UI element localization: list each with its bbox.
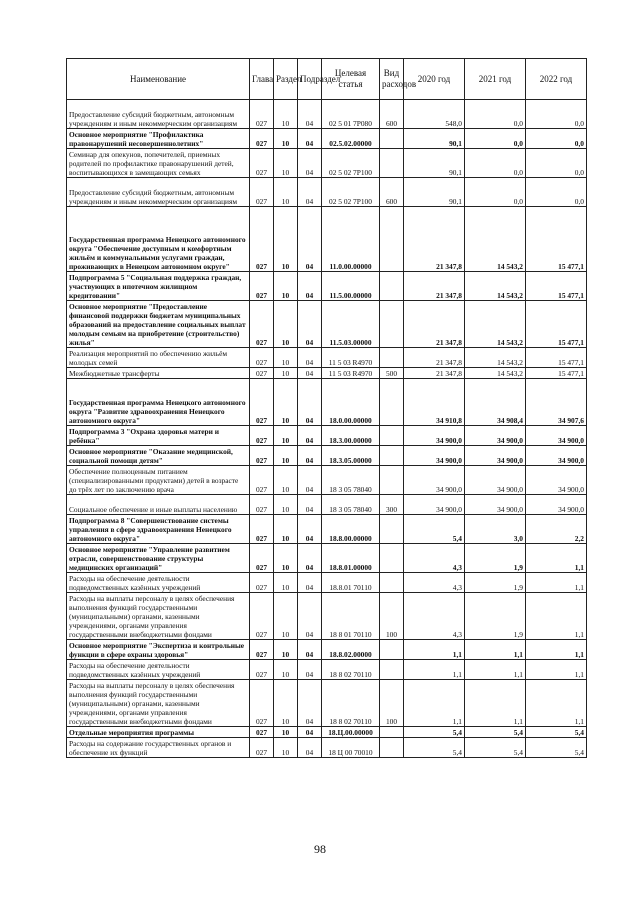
cell-name: Государственная программа Ненецкого автономного округа "Развитие здравоохранения Ненецкого автономного округа": [67, 379, 250, 426]
cell-razdel: 10: [274, 495, 298, 515]
cell-podrazdel: 04: [298, 426, 322, 446]
cell-y2022: 34 900,0: [526, 446, 587, 466]
cell-vid: [380, 515, 404, 544]
cell-name: Государственная программа Ненецкого автономного округа "Обеспечение доступным и комфортным жильём и коммунальными услугами граждан, проживающих в Ненецком автономном округе": [67, 207, 250, 272]
cell-name: Подпрограмма 5 "Социальная поддержка граждан, участвующих в ипотечном жилищном кредитовании": [67, 272, 250, 301]
cell-y2020: 5,4: [404, 515, 465, 544]
cell-glava: 027: [250, 515, 274, 544]
cell-y2021: 1,1: [465, 660, 526, 680]
cell-y2021: 5,4: [465, 738, 526, 758]
cell-y2021: 1,1: [465, 680, 526, 727]
cell-podrazdel: 04: [298, 573, 322, 593]
cell-vid: [380, 426, 404, 446]
table-body: [67, 100, 587, 758]
cell-y2020: 34 900,0: [404, 466, 465, 495]
cell-razdel: 10: [274, 727, 298, 738]
cell-razdel: 10: [274, 466, 298, 495]
cell-glava: 027: [250, 446, 274, 466]
table-row: [67, 680, 587, 727]
cell-podrazdel: 04: [298, 544, 322, 573]
cell-vid: 600: [380, 100, 404, 129]
cell-y2021: 1,9: [465, 544, 526, 573]
cell-glava: 027: [250, 495, 274, 515]
cell-name: Подпрограмма 8 "Совершенствование системы управления в сфере здравоохранения Ненецкого автономного округа": [67, 515, 250, 544]
table-row: [67, 593, 587, 640]
cell-y2020: 34 900,0: [404, 495, 465, 515]
cell-razdel: 10: [274, 178, 298, 207]
cell-name: Семинар для опекунов, попечителей, приемных родителей по профилактике правонарушений детей, воспитывающихся в замещающих семьях: [67, 149, 250, 178]
cell-vid: [380, 660, 404, 680]
table-row: [67, 515, 587, 544]
cell-razdel: 10: [274, 573, 298, 593]
cell-vid: [380, 466, 404, 495]
cell-podrazdel: 04: [298, 100, 322, 129]
cell-name: Социальное обеспечение и иные выплаты населению: [67, 495, 250, 515]
cell-vid: [380, 573, 404, 593]
table-header: [67, 59, 587, 100]
cell-vid: 100: [380, 593, 404, 640]
cell-name: Расходы на содержание государственных органов и обеспечение их функций: [67, 738, 250, 758]
cell-y2021: 0,0: [465, 129, 526, 149]
cell-name: Основное мероприятие "Оказание медицинской, социальной помощи детям": [67, 446, 250, 466]
budget-table: [66, 58, 587, 758]
cell-glava: 027: [250, 426, 274, 446]
cell-vid: [380, 348, 404, 368]
cell-razdel: 10: [274, 301, 298, 348]
cell-vid: [380, 640, 404, 660]
cell-name: Расходы на обеспечение деятельности подведомственных казённых учреждений: [67, 573, 250, 593]
cell-y2022: 15 477,1: [526, 207, 587, 272]
cell-statya: 18 Ц 00 70010: [322, 738, 380, 758]
table-row: [67, 573, 587, 593]
cell-vid: [380, 129, 404, 149]
cell-statya: 11.5.03.00000: [322, 301, 380, 348]
table-row: [67, 446, 587, 466]
cell-y2021: 1,9: [465, 573, 526, 593]
cell-y2020: 548,0: [404, 100, 465, 129]
cell-name: Предоставление субсидий бюджетным, автономным учреждениям и иным некоммерческим организациям: [67, 100, 250, 129]
cell-statya: 18.0.00.00000: [322, 379, 380, 426]
cell-statya: 18.3.05.00000: [322, 446, 380, 466]
cell-statya: 11 5 03 R4970: [322, 348, 380, 368]
cell-vid: [380, 379, 404, 426]
cell-y2021: 14 543,2: [465, 301, 526, 348]
cell-y2022: 15 477,1: [526, 301, 587, 348]
cell-y2022: 2,2: [526, 515, 587, 544]
cell-y2020: 21 347,8: [404, 368, 465, 379]
cell-y2020: 1,1: [404, 660, 465, 680]
cell-y2022: 0,0: [526, 178, 587, 207]
cell-name: Основное мероприятие "Профилактика правонарушений несовершеннолетних": [67, 129, 250, 149]
cell-razdel: 10: [274, 515, 298, 544]
cell-y2022: 15 477,1: [526, 368, 587, 379]
cell-glava: 027: [250, 178, 274, 207]
cell-y2020: 90,1: [404, 129, 465, 149]
cell-y2020: 4,3: [404, 544, 465, 573]
cell-y2021: 1,1: [465, 640, 526, 660]
cell-glava: 027: [250, 368, 274, 379]
cell-y2021: 14 543,2: [465, 348, 526, 368]
cell-y2022: 5,4: [526, 738, 587, 758]
table-row: [67, 272, 587, 301]
cell-podrazdel: 04: [298, 379, 322, 426]
cell-y2022: 34 900,0: [526, 495, 587, 515]
cell-statya: 18 8 01 70110: [322, 593, 380, 640]
cell-razdel: 10: [274, 426, 298, 446]
table-row: [67, 544, 587, 573]
cell-vid: [380, 207, 404, 272]
cell-y2022: 1,1: [526, 593, 587, 640]
cell-statya: 18 8 02 70110: [322, 660, 380, 680]
cell-y2020: 34 900,0: [404, 426, 465, 446]
cell-statya: 18.3.00.00000: [322, 426, 380, 446]
cell-y2022: 1,1: [526, 640, 587, 660]
cell-y2021: 0,0: [465, 178, 526, 207]
cell-podrazdel: 04: [298, 207, 322, 272]
cell-statya: 02 5 02 7Р100: [322, 178, 380, 207]
cell-glava: 027: [250, 660, 274, 680]
cell-name: Основное мероприятие "Управление развитием отрасли, совершенствование структуры медицинских организаций": [67, 544, 250, 573]
cell-statya: 18 8 02 70110: [322, 680, 380, 727]
cell-name: Основное мероприятие "Экспертиза и контрольные функции в сфере охраны здоровья": [67, 640, 250, 660]
cell-y2022: 0,0: [526, 129, 587, 149]
cell-razdel: 10: [274, 272, 298, 301]
cell-glava: 027: [250, 738, 274, 758]
cell-name: Основное мероприятие "Предоставление финансовой поддержки бюджетам муниципальных образований на предоставление социальных выплат молодым семьям на приобретение (строительство) жилья": [67, 301, 250, 348]
cell-name: Обеспечение полноценным питанием (специализированными продуктами) детей в возрасте до трёх лет по заключению врача: [67, 466, 250, 495]
cell-razdel: 10: [274, 368, 298, 379]
cell-y2021: 34 908,4: [465, 379, 526, 426]
cell-glava: 027: [250, 640, 274, 660]
cell-y2020: 21 347,8: [404, 207, 465, 272]
header-name: Наименование: [67, 59, 250, 100]
cell-vid: [380, 149, 404, 178]
cell-vid: [380, 272, 404, 301]
cell-glava: 027: [250, 272, 274, 301]
header-razdel: Раздел: [274, 59, 298, 100]
header-2022: 2022 год: [526, 59, 587, 100]
cell-razdel: 10: [274, 593, 298, 640]
cell-name: Предоставление субсидий бюджетным, автономным учреждениям и иным некоммерческим организациям: [67, 178, 250, 207]
cell-glava: 027: [250, 129, 274, 149]
cell-name: Расходы на выплаты персоналу в целях обеспечения выполнения функций государственными (муниципальными) органами, казенными учреждениями, органами управления государственными внебюджетными фондами: [67, 593, 250, 640]
cell-podrazdel: 04: [298, 466, 322, 495]
cell-razdel: 10: [274, 738, 298, 758]
cell-y2020: 4,3: [404, 573, 465, 593]
cell-y2020: 34 910,8: [404, 379, 465, 426]
cell-glava: 027: [250, 100, 274, 129]
cell-statya: 11.0.00.00000: [322, 207, 380, 272]
cell-glava: 027: [250, 348, 274, 368]
cell-razdel: 10: [274, 544, 298, 573]
cell-glava: 027: [250, 544, 274, 573]
cell-y2022: 34 907,6: [526, 379, 587, 426]
cell-podrazdel: 04: [298, 515, 322, 544]
cell-statya: 11.5.00.00000: [322, 272, 380, 301]
cell-y2022: 34 900,0: [526, 426, 587, 446]
table-row: [67, 368, 587, 379]
cell-name: Подпрограмма 3 "Охрана здоровья матери и ребёнка": [67, 426, 250, 446]
cell-vid: 600: [380, 178, 404, 207]
table-row: [67, 149, 587, 178]
cell-vid: [380, 301, 404, 348]
cell-statya: 02 5 02 7Р100: [322, 149, 380, 178]
cell-glava: 027: [250, 593, 274, 640]
cell-podrazdel: 04: [298, 178, 322, 207]
cell-y2022: 5,4: [526, 727, 587, 738]
cell-y2021: 34 900,0: [465, 446, 526, 466]
cell-podrazdel: 04: [298, 301, 322, 348]
cell-podrazdel: 04: [298, 495, 322, 515]
table-row: [67, 178, 587, 207]
cell-y2021: 14 543,2: [465, 272, 526, 301]
cell-razdel: 10: [274, 348, 298, 368]
cell-y2021: 14 543,2: [465, 368, 526, 379]
cell-razdel: 10: [274, 446, 298, 466]
cell-vid: [380, 446, 404, 466]
cell-podrazdel: 04: [298, 680, 322, 727]
cell-y2022: 0,0: [526, 100, 587, 129]
cell-y2021: 0,0: [465, 100, 526, 129]
cell-y2020: 5,4: [404, 738, 465, 758]
cell-podrazdel: 04: [298, 727, 322, 738]
cell-podrazdel: 04: [298, 446, 322, 466]
cell-podrazdel: 04: [298, 593, 322, 640]
cell-statya: 18.Ц.00.00000: [322, 727, 380, 738]
cell-y2020: 21 347,8: [404, 272, 465, 301]
cell-y2021: 34 900,0: [465, 495, 526, 515]
cell-razdel: 10: [274, 680, 298, 727]
cell-razdel: 10: [274, 640, 298, 660]
cell-statya: 02.5.02.00000: [322, 129, 380, 149]
cell-glava: 027: [250, 727, 274, 738]
cell-glava: 027: [250, 573, 274, 593]
table-row: [67, 129, 587, 149]
cell-y2020: 5,4: [404, 727, 465, 738]
cell-vid: 500: [380, 368, 404, 379]
header-podrazdel: Подраздел: [298, 59, 322, 100]
table-row: [67, 379, 587, 426]
table-row: [67, 301, 587, 348]
cell-y2021: 34 900,0: [465, 466, 526, 495]
header-2021: 2021 год: [465, 59, 526, 100]
table-row: [67, 640, 587, 660]
table-row: [67, 348, 587, 368]
cell-y2022: 1,1: [526, 544, 587, 573]
cell-vid: 100: [380, 680, 404, 727]
cell-name: Отдельные мероприятия программы: [67, 727, 250, 738]
cell-razdel: 10: [274, 379, 298, 426]
table-row: [67, 660, 587, 680]
cell-y2021: 34 900,0: [465, 426, 526, 446]
header-statya: Целевая статья: [322, 59, 380, 100]
cell-name: Расходы на выплаты персоналу в целях обеспечения выполнения функций государственными (муниципальными) органами, казенными учреждениями, органами управления государственными внебюджетными фондами: [67, 680, 250, 727]
cell-y2021: 5,4: [465, 727, 526, 738]
cell-y2020: 34 900,0: [404, 446, 465, 466]
header-vid: Вид расходов: [380, 59, 404, 100]
cell-name: Реализация мероприятий по обеспечению жильём молодых семей: [67, 348, 250, 368]
cell-y2020: 90,1: [404, 149, 465, 178]
cell-y2021: 14 543,2: [465, 207, 526, 272]
cell-y2022: 1,1: [526, 573, 587, 593]
cell-y2022: 15 477,1: [526, 348, 587, 368]
cell-statya: 18.8.01.00000: [322, 544, 380, 573]
cell-razdel: 10: [274, 129, 298, 149]
cell-statya: 11 5 03 R4970: [322, 368, 380, 379]
cell-y2022: 1,1: [526, 660, 587, 680]
header-2020: 2020 год: [404, 59, 465, 100]
table-row: [67, 738, 587, 758]
cell-glava: 027: [250, 680, 274, 727]
table-row: [67, 426, 587, 446]
cell-vid: [380, 544, 404, 573]
cell-name: Межбюджетные трансферты: [67, 368, 250, 379]
cell-glava: 027: [250, 207, 274, 272]
cell-podrazdel: 04: [298, 368, 322, 379]
cell-name: Расходы на обеспечение деятельности подведомственных казённых учреждений: [67, 660, 250, 680]
cell-y2020: 21 347,8: [404, 301, 465, 348]
cell-podrazdel: 04: [298, 129, 322, 149]
cell-statya: 18.8.02.00000: [322, 640, 380, 660]
cell-vid: 300: [380, 495, 404, 515]
cell-podrazdel: 04: [298, 348, 322, 368]
cell-statya: 18.8.01 70110: [322, 573, 380, 593]
cell-y2021: 1,9: [465, 593, 526, 640]
cell-podrazdel: 04: [298, 640, 322, 660]
cell-podrazdel: 04: [298, 149, 322, 178]
cell-statya: 18 3 05 78040: [322, 495, 380, 515]
cell-podrazdel: 04: [298, 660, 322, 680]
cell-glava: 027: [250, 301, 274, 348]
table-row: [67, 100, 587, 129]
cell-y2022: 1,1: [526, 680, 587, 727]
table-row: [67, 727, 587, 738]
cell-razdel: 10: [274, 100, 298, 129]
table-row: [67, 495, 587, 515]
table-row: [67, 207, 587, 272]
page-number: 98: [314, 842, 326, 856]
cell-glava: 027: [250, 149, 274, 178]
cell-podrazdel: 04: [298, 272, 322, 301]
table-row: [67, 466, 587, 495]
cell-statya: 02 5 01 7Р080: [322, 100, 380, 129]
cell-y2022: 0,0: [526, 149, 587, 178]
cell-y2021: 3,0: [465, 515, 526, 544]
cell-y2020: 21 347,8: [404, 348, 465, 368]
cell-razdel: 10: [274, 660, 298, 680]
cell-vid: [380, 738, 404, 758]
cell-y2020: 4,3: [404, 593, 465, 640]
cell-statya: 18 3 05 78040: [322, 466, 380, 495]
cell-razdel: 10: [274, 207, 298, 272]
cell-vid: [380, 727, 404, 738]
cell-podrazdel: 04: [298, 738, 322, 758]
cell-glava: 027: [250, 379, 274, 426]
cell-razdel: 10: [274, 149, 298, 178]
cell-y2020: 1,1: [404, 680, 465, 727]
cell-y2020: 1,1: [404, 640, 465, 660]
cell-y2021: 0,0: [465, 149, 526, 178]
cell-y2020: 90,1: [404, 178, 465, 207]
header-glava: Глава: [250, 59, 274, 100]
cell-statya: 18.8.00.00000: [322, 515, 380, 544]
cell-y2022: 15 477,1: [526, 272, 587, 301]
cell-y2022: 34 900,0: [526, 466, 587, 495]
cell-glava: 027: [250, 466, 274, 495]
